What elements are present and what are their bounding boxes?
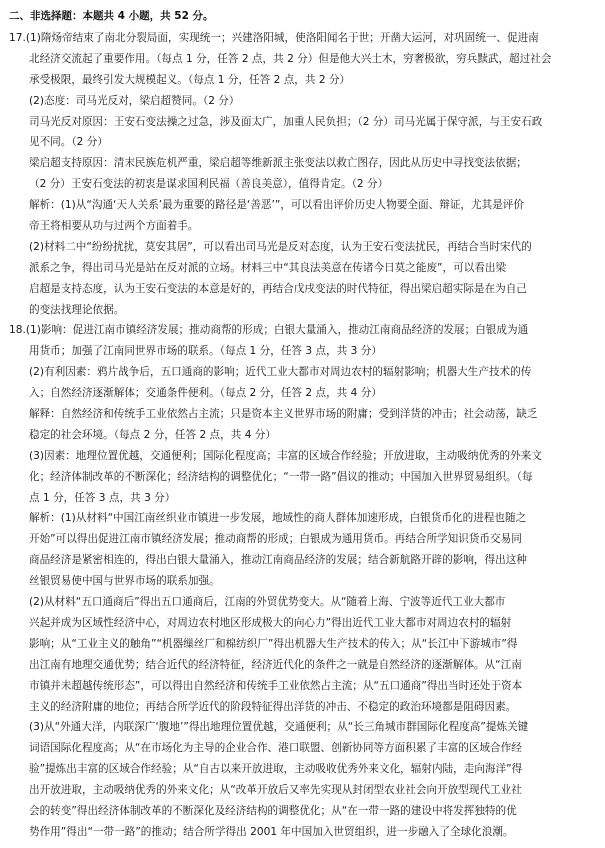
section-title: 二、非选择题：本题共 4 小题，共 52 分。 <box>9 10 214 22</box>
text-line: 解析：(1)从材料“中国江南丝织业市镇进一步发展，地域性的商人群体加速形成，白银货币化的进程也随之 <box>29 512 527 525</box>
text-line: 丝银贸易使中国与世界市场的联系加强。 <box>29 575 220 588</box>
text-line: 17.(1)隋炀帝结束了南北分裂局面，实现统一；兴建洛阳城，使洛阳闻名于世；开凿大运河，对巩固统一、促进南 <box>9 32 539 44</box>
text-line: 见不同。（2 分） <box>29 136 108 149</box>
text-line: (2)态度：司马光反对，梁启超赞同。（2 分） <box>29 94 240 107</box>
text-line: （2 分）王安石变法的初衷是谋求国利民福（善良美意），值得肯定。（2 分） <box>29 178 389 191</box>
text-line: (3)从“外通大洋，内联深广‘腹地’”得出地理位置优越，交通便利；从“长三角城市群国际化程度高”提炼关键 <box>29 721 529 734</box>
text-line: 派系之争，得出司马光是站在反对派的立场。材料三中“其良法美意在传诸今日莫之能废”，可以看出梁 <box>29 261 507 274</box>
text-line: (2)有利因素：鸦片战争后，五口通商的影响；近代工业大都市对周边农村的辐射影响；机器大生产技术的传 <box>29 366 532 379</box>
text-line: 的变法找理论依据。 <box>29 303 125 316</box>
text-line: 会的转变”得出经济体制改革的不断深化及经济结构的调整优化；从“在一带一路的建设中将发挥独特的优 <box>29 804 517 817</box>
text-line: 点 1 分，任答 3 点，共 3 分） <box>29 491 176 504</box>
text-line: 承受极限，最终引发大规模起义。（每点 1 分，任答 2 点，共 2 分） <box>29 73 351 86</box>
text-line: 出江南有地理交通优势；结合近代的经济特征，经济近代化的条件之一就是自然经济的逐渐解体。从“江南 <box>29 658 522 671</box>
text-line: 影响；从“工业主义的触角”“机器缫丝厂和棉纺织厂”得出机器大生产技术的传入；从“长江中下游城市”得 <box>29 637 518 650</box>
text-line: 18.(1)影响：促进江南市镇经济发展；推动商帮的形成；白银大量涌入，推动江南商品经济的发展；白银成为通 <box>9 324 529 337</box>
text-line: 势作用”得出“一带一路”的推动；结合所学得出 2001 年中国加入世贸组织，进一步融入了全球化浪潮。 <box>29 825 514 838</box>
text-line: 主义的经济附庸的地位；再结合所学近代的阶段特征得出洋货的冲击、不稳定的政治环境都是阻碍因素。 <box>29 700 517 713</box>
text-line: 用货币；加强了江南同世界市场的联系。（每点 1 分，任答 3 点，共 3 分） <box>29 345 382 358</box>
text-line: (2)材料二中“纷纷扰扰，莫安其居”，可以看出司马光是反对态度，认为王安石变法扰民，再结合当时宋代的 <box>29 240 532 253</box>
text-line: 商品经济是紧密相连的，得出白银大量涌入，推动江南商品经济的发展；结合新航路开辟的影响，得出这种 <box>29 554 527 567</box>
text-line: (2)从材料“五口通商后”得出五口通商后，江南的外贸优势变大。从“随着上海、宁波等近代工业大都市 <box>29 596 506 609</box>
text-line: 解析：(1)从“沟通‘天人关系’最为重要的路径是‘善恶’”，可以看出评价历史人物要全面、辩证，尤其是评价 <box>29 199 524 212</box>
answer-text-block <box>9 28 597 843</box>
text-line: 稳定的社会环境。（每点 2 分，任答 2 点，共 4 分） <box>29 428 276 441</box>
text-line: 化；经济体制改革的不断深化；经济结构的调整优化；“一带一路”倡议的推动；中国加入世界贸易组织。（每 <box>29 470 533 483</box>
text-line: (3)因素：地理位置优越，交通便利；国际化程度高；丰富的区域合作经验；开放进取，主动吸纳优秀的外来文 <box>29 449 542 462</box>
text-line: 北经济交流起了重要作用。（每点 1 分，任答 2 点，共 2 分）但是他大兴土木，穷奢极欲，穷兵黩武，超过社会 <box>29 52 552 65</box>
text-line: 验”提炼出丰富的区域合作经验；从“自古以来开放进取，主动吸收优秀外来文化，辐射内陆，走向海洋”得 <box>29 763 523 776</box>
text-line: 出开放进取，主动吸纳优秀的外来文化；从“改革开放后又率先实现从封闭型农业社会向开放型现代工业社 <box>29 784 522 797</box>
text-line: 入；自然经济逐渐解体；交通条件便利。（每点 2 分，任答 2 点，共 4 分） <box>29 387 382 400</box>
text-line: 市镇并未超越传统形态”，可以得出自然经济和传统手工业依然占主流；从“五口通商”得出当时还处于资本 <box>29 679 523 692</box>
text-line: 开始”可以得出促进江南市镇经济发展；推动商帮的形成；白银成为通用货币。再结合所学知识货币交易同 <box>29 533 522 546</box>
text-line: 解释：自然经济和传统手工业依然占主流；只是资本主义世界市场的附庸；受到洋货的冲击；社会动荡，缺乏 <box>29 408 538 421</box>
text-line: 司马光反对原因：王安石变法操之过急，涉及面太广，加重人民负担；（2 分）司马光属于保守派，与王安石政 <box>29 115 543 128</box>
text-line: 梁启超支持原因：清末民族危机严重，梁启超等维新派主张变法以救亡图存，因此从历史中寻找变法依据； <box>29 157 527 170</box>
text-line: 词语国际化程度高；从“在市场化为主导的企业合作、港口联盟、创新协同等方面积累了丰富的区域合作经 <box>29 742 522 755</box>
text-line: 帝王将相要从功与过两个方面着手。 <box>29 220 199 233</box>
text-line: 启超是支持态度，认为王安石变法的本意是好的，再结合戊戌变法的时代特征，得出梁启超实际是在为自己 <box>29 282 527 295</box>
text-line: 兴起并成为区域性经济中心，对周边农村地区形成极大的向心力”得出近代工业大都市对周边农村的辐射 <box>29 616 512 629</box>
